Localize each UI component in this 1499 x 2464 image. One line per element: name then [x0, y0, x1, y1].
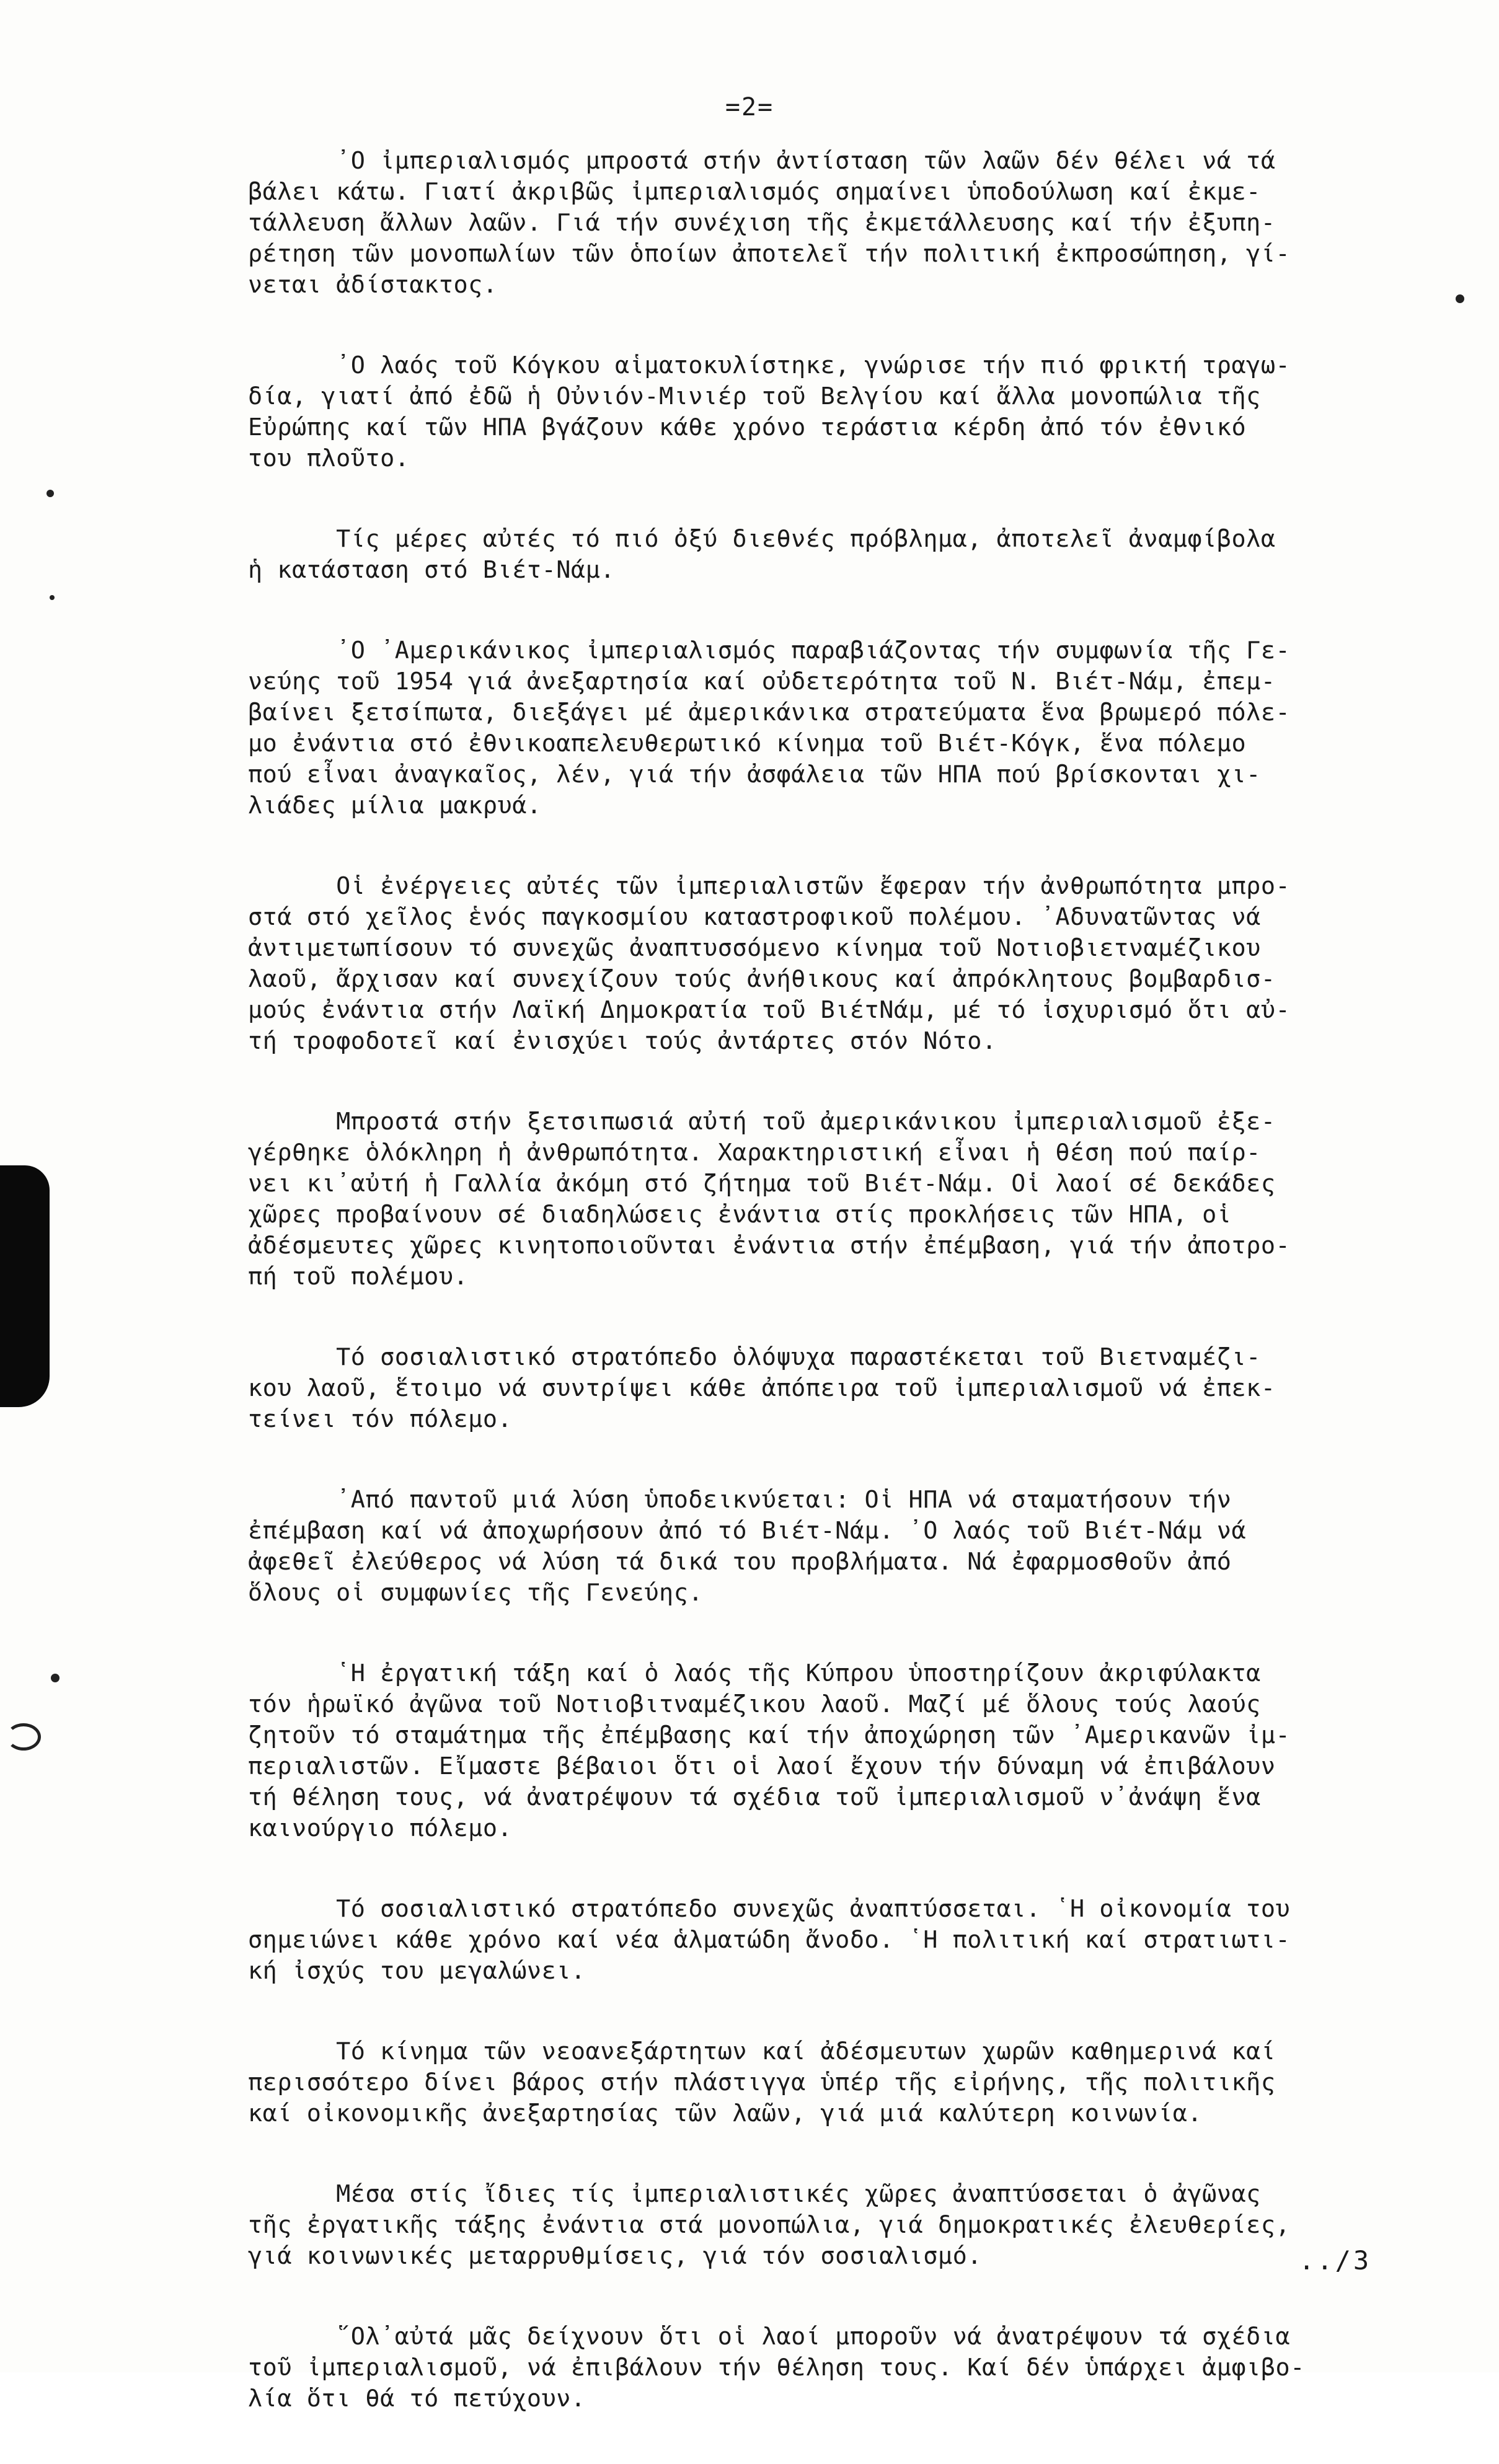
text-line: Μέσα στίς ἴδιες τίς ἰμπεριαλιστικές χῶρες ἀναπτύσσεται ὁ ἀγῶνας [248, 2180, 1261, 2208]
text-line: μούς ἐνάντια στήν Λαϊκή Δημοκρατία τοῦ ΒιέτΝάμ, μέ τό ἰσχυρισμό ὅτι αὐ- [248, 996, 1291, 1024]
text-line: καινούργιο πόλεμο. [248, 1814, 513, 1842]
text-line: Τίς μέρες αὐτές τό πιό ὀξύ διεθνές πρόβλημα, ἀποτελεῖ ἀναμφίβολα [248, 525, 1276, 553]
text-line: μο ἐνάντια στό ἐθνικοαπελευθερωτικό κίνημα τοῦ Βιέτ-Κόγκ, ἕνα πόλεμο [248, 730, 1247, 757]
text-line: κή ἰσχύς του μεγαλώνει. [248, 1957, 586, 1985]
text-line: νει κι᾽αὐτή ἡ Γαλλία ἀκόμη στό ζήτημα τοῦ Βιέτ-Νάμ. Οἱ λαοί σέ δεκάδες [248, 1170, 1276, 1198]
text-line: σημειώνει κάθε χρόνο καί νέα ἁλματώδη ἄνοδο. ῾Η πολιτική καί στρατιωτι- [248, 1926, 1291, 1954]
text-line: χῶρες προβαίνουν σέ διαδηλώσεις ἐνάντια στίς προκλήσεις τῶν ΗΠΑ, οἱ [248, 1201, 1232, 1229]
text-line: δία, γιατί ἀπό ἐδῶ ἡ Οὐνιόν-Μινιέρ τοῦ Βελγίου καί ἄλλα μονοπώλια τῆς [248, 382, 1261, 410]
paragraph [248, 2321, 1457, 2414]
text-line: γιά κοινωνικές μεταρρυθμίσεις, γιά τόν σοσιαλισμό. [248, 2242, 982, 2270]
paragraph [248, 1658, 1457, 1844]
text-line: τή θέληση τους, νά ἀνατρέψουν τά σχέδια τοῦ ἰμπεριαλισμοῦ ν᾽ἀνάψη ἕνα [248, 1783, 1261, 1811]
text-line: Μπροστά στήν ξετσιπωσιά αὐτή τοῦ ἀμερικάνικου ἰμπεριαλισμοῦ ἐξε- [248, 1108, 1276, 1136]
text-line: κου λαοῦ, ἕτοιμο νά συντρίψει κάθε ἀπόπειρα τοῦ ἰμπεριαλισμοῦ νά ἐπεκ- [248, 1374, 1276, 1402]
text-line: ᾽Ο λαός τοῦ Κόγκου αἱματοκυλίστηκε, γνώρισε τήν πιό φρικτή τραγω- [248, 351, 1291, 379]
continuation-marker: ../3 [1299, 2245, 1372, 2276]
text-line: τῆς ἐργατικῆς τάξης ἐνάντια στά μονοπώλια, γιά δημοκρατικές ἐλευθερίες, [248, 2211, 1291, 2239]
paragraph [248, 350, 1457, 474]
paragraph [248, 1342, 1457, 1435]
text-line: πού εἶναι ἀναγκαῖος, λέν, γιά τήν ἀσφάλεια τῶν ΗΠΑ πού βρίσκονται χι- [248, 761, 1261, 788]
text-line: πή τοῦ πολέμου. [248, 1263, 469, 1291]
text-line: τάλλευση ἄλλων λαῶν. Γιά τήν συνέχιση τῆς ἐκμετάλλευσης καί τήν ἐξυπη- [248, 209, 1276, 237]
body-text [248, 146, 1457, 2464]
paragraph [248, 2036, 1457, 2129]
text-line: ἀδέσμευτες χῶρες κινητοποιοῦνται ἐνάντια στήν ἐπέμβαση, γιά τήν ἀποτρο- [248, 1232, 1291, 1260]
text-line: ἀφεθεῖ ἐλεύθερος νά λύση τά δικά του προβλήματα. Νά ἐφαρμοσθοῦν ἀπό [248, 1548, 1232, 1576]
text-line: περισσότερο δίνει βάρος στήν πλάστιγγα ὑπέρ τῆς εἰρήνης, τῆς πολιτικῆς [248, 2069, 1276, 2096]
paragraph [248, 146, 1457, 301]
text-line: ὅλους οἱ συμφωνίες τῆς Γενεύης. [248, 1579, 704, 1607]
text-line: ρέτηση τῶν μονοπωλίων τῶν ὁποίων ἀποτελεῖ τήν πολιτική ἐκπροσώπηση, γί- [248, 240, 1291, 268]
text-line: Τό σοσιαλιστικό στρατόπεδο συνεχῶς ἀναπτύσσεται. ῾Η οἰκονομία του [248, 1895, 1291, 1923]
text-line: Εὐρώπης καί τῶν ΗΠΑ βγάζουν κάθε χρόνο τεράστια κέρδη ἀπό τόν ἐθνικό [248, 413, 1247, 441]
paragraph [248, 635, 1457, 821]
text-line: καί οἰκονομικῆς ἀνεξαρτησίας τῶν λαῶν, γιά μιά καλύτερη κοινωνία. [248, 2100, 1203, 2127]
text-line: Τό κίνημα τῶν νεοανεξάρτητων καί ἀδέσμευτων χωρῶν καθημερινά καί [248, 2038, 1276, 2065]
paragraph [248, 1106, 1457, 1292]
text-line: Τό σοσιαλιστικό στρατόπεδο ὁλόψυχα παραστέκεται τοῦ Βιετναμέζι- [248, 1343, 1261, 1371]
paragraph [248, 1485, 1457, 1609]
scan-speck [1456, 294, 1464, 303]
text-line: βάλει κάτω. Γιατί ἀκριβῶς ἰμπεριαλισμός σημαίνει ὑποδούλωση καί ἐκμε- [248, 178, 1261, 206]
text-line: ῾Η ἐργατική τάξη καί ὁ λαός τῆς Κύπρου ὑποστηρίζουν ἀκριφύλακτα [248, 1659, 1261, 1687]
text-line: νεται ἀδίστακτος. [248, 271, 498, 299]
text-line: βαίνει ξετσίπωτα, διεξάγει μέ ἀμερικάνικα στρατεύματα ἕνα βρωμερό πόλε- [248, 699, 1291, 726]
text-line: ἀντιμετωπίσουν τό συνεχῶς ἀναπτυσσόμενο κίνημα τοῦ Νοτιοβιετναμέζικου [248, 934, 1261, 962]
text-line: γέρθηκε ὁλόκληρη ἡ ἀνθρωπότητα. Χαρακτηριστική εἶναι ἡ θέση πού παίρ- [248, 1139, 1261, 1167]
text-line: λία ὅτι θά τό πετύχουν. [248, 2385, 586, 2413]
paragraph [248, 2179, 1457, 2272]
text-line: λιάδες μίλια μακρυά. [248, 792, 542, 819]
text-line: περιαλιστῶν. Εἴμαστε βέβαιοι ὅτι οἱ λαοί ἔχουν τήν δύναμη νά ἐπιβάλουν [248, 1752, 1276, 1780]
text-line: νεύης τοῦ 1954 γιά ἀνεξαρτησία καί οὐδετερότητα τοῦ Ν. Βιέτ-Νάμ, ἐπεμ- [248, 668, 1276, 695]
paragraph [248, 1894, 1457, 1987]
scan-speck [46, 490, 54, 497]
paragraph [248, 871, 1457, 1057]
text-line: ᾽Ο ἰμπεριαλισμός μπροστά στήν ἀντίσταση τῶν λαῶν δέν θέλει νά τά [248, 147, 1276, 175]
punch-hole-mark [6, 1723, 41, 1751]
text-line: τόν ἡρωϊκό ἀγῶνα τοῦ Νοτιοβιτναμέζικου λαοῦ. Μαζί μέ ὅλους τούς λαούς [248, 1690, 1261, 1718]
scan-speck [50, 595, 55, 600]
text-line: ἡ κατάσταση στό Βιέτ-Νάμ. [248, 556, 615, 584]
text-line: ζητοῦν τό σταμάτημα τῆς ἐπέμβασης καί τήν ἀποχώρηση τῶν ᾽Αμερικανῶν ἰμ- [248, 1721, 1291, 1749]
text-line: λαοῦ, ἄρχισαν καί συνεχίζουν τούς ἀνήθικους καί ἀπρόκλητους βομβαρδισ- [248, 965, 1276, 993]
text-line: τή τροφοδοτεῖ καί ἐνισχύει τούς ἀντάρτες στόν Νότο. [248, 1027, 997, 1055]
scan-speck [51, 1674, 60, 1682]
binding-mark [0, 1165, 50, 1407]
text-line: τοῦ ἰμπεριαλισμοῦ, νά ἐπιβάλουν τήν θέληση τους. Καί δέν ὑπάρχει ἀμφιβο- [248, 2354, 1305, 2382]
text-line: στά στό χεῖλος ἑνός παγκοσμίου καταστροφικοῦ πολέμου. ᾽Αδυνατῶντας νά [248, 903, 1261, 931]
text-line: του πλοῦτο. [248, 444, 410, 472]
text-line: ᾽Από παντοῦ μιά λύση ὑποδεικνύεται: Οἱ ΗΠΑ νά σταματήσουν τήν [248, 1486, 1232, 1514]
text-line: ᾽Ο ᾽Αμερικάνικος ἰμπεριαλισμός παραβιάζοντας τήν συμφωνία τῆς Γε- [248, 637, 1291, 665]
text-line: Οἱ ἐνέργειες αὐτές τῶν ἰμπεριαλιστῶν ἔφεραν τήν ἀνθρωπότητα μπρο- [248, 872, 1291, 900]
paragraph [248, 524, 1457, 586]
text-line: ῞Ολ᾽αὐτά μᾶς δείχνουν ὅτι οἱ λαοί μποροῦν νά ἀνατρέψουν τά σχέδια [248, 2323, 1291, 2351]
text-line: τείνει τόν πόλεμο. [248, 1405, 513, 1433]
page-number: =2= [725, 93, 774, 121]
text-line: ἐπέμβαση καί νά ἀποχωρήσουν ἀπό τό Βιέτ-Νάμ. ᾽Ο λαός τοῦ Βιέτ-Νάμ νά [248, 1517, 1247, 1545]
